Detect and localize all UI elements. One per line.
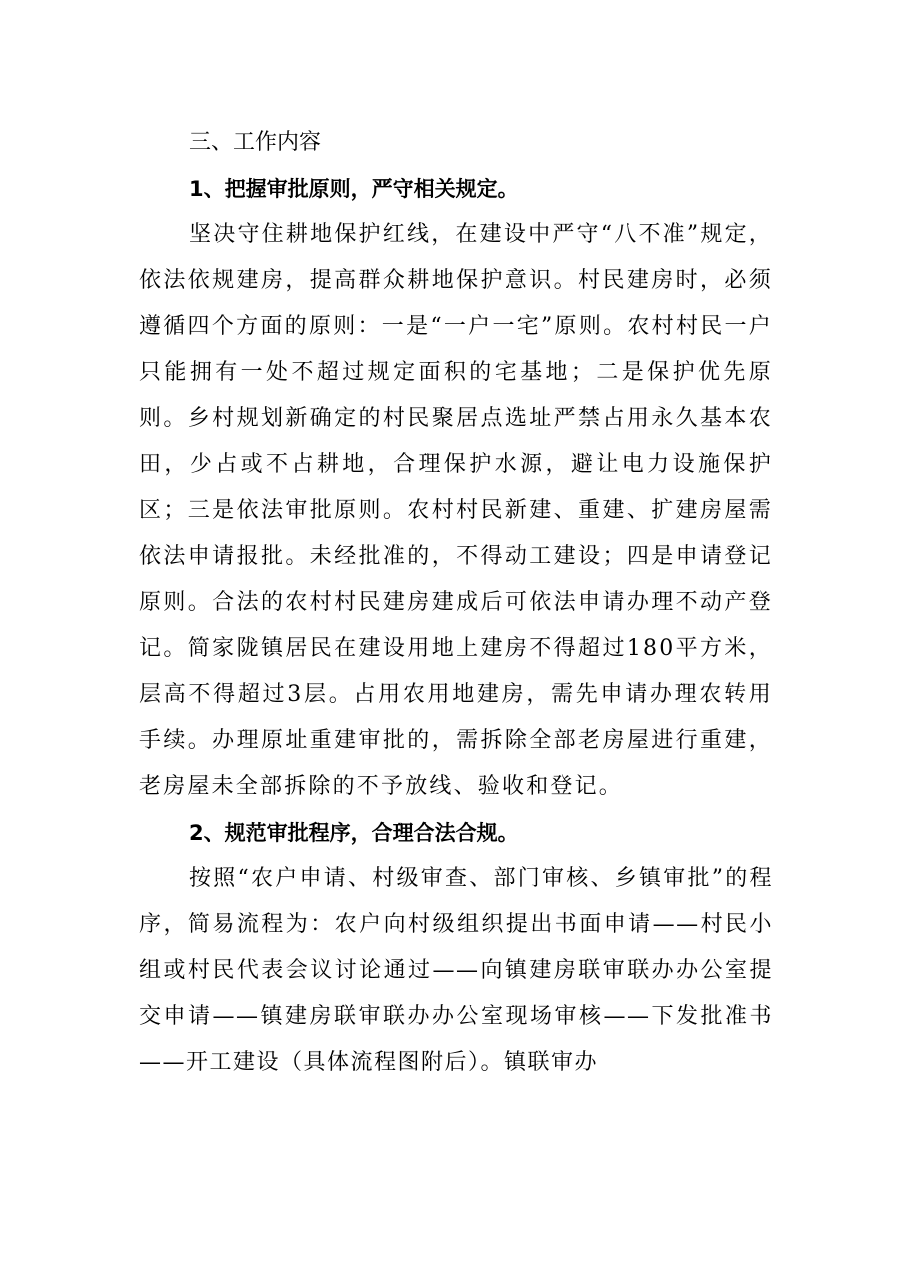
subsection-1-title: 1、把握审批原则，严守相关规定。 <box>189 177 519 201</box>
subsection-1-body: 坚决守住耕地保护红线，在建设中严守“八不准”规定，依法依规建房，提高群众耕地保护意识。村民建房时，必须遵循四个方面的原则：一是“一户一宅”原则。农村村民一户只能拥有一处不超过规定面积的宅基地；二是保护优先原则。乡村规划新确定的村民聚居点选址严禁占用永久基本农田，少占或不占耕地，合理保护水源，避让电力设施保护区；三是依法审批原则。农村村民新建、重建、扩建房屋需依法申请报批。未经批准的，不得动工建设；四是申请登记原则。合法的农村村民建房建成后可依法申请办理不动产登记。简家陇镇居民在建设用地上建房不得超过180平方米，层高不得超过3层。占用农用地建房，需先申请办理农转用手续。办理原址重建审批的，需拆除全部老房屋进行重建，老房屋未全部拆除的不予放线、验收和登记。 <box>139 222 773 799</box>
subsection-2-body: 按照“农户申请、村级审查、部门审核、乡镇审批”的程序，简易流程为：农户向村级组织提出书面申请——村民小组或村民代表会议讨论通过——向镇建房联审联办办公室提交申请——镇建房联审联办办公室现场审核——下发批准书——开工建设（具体流程图附后）。镇联审办 <box>139 866 773 1075</box>
subsection-2-title: 2、规范审批程序，合理合法合规。 <box>189 821 519 845</box>
section-title: 三、工作内容 <box>189 130 322 155</box>
document-page <box>139 120 773 1086</box>
